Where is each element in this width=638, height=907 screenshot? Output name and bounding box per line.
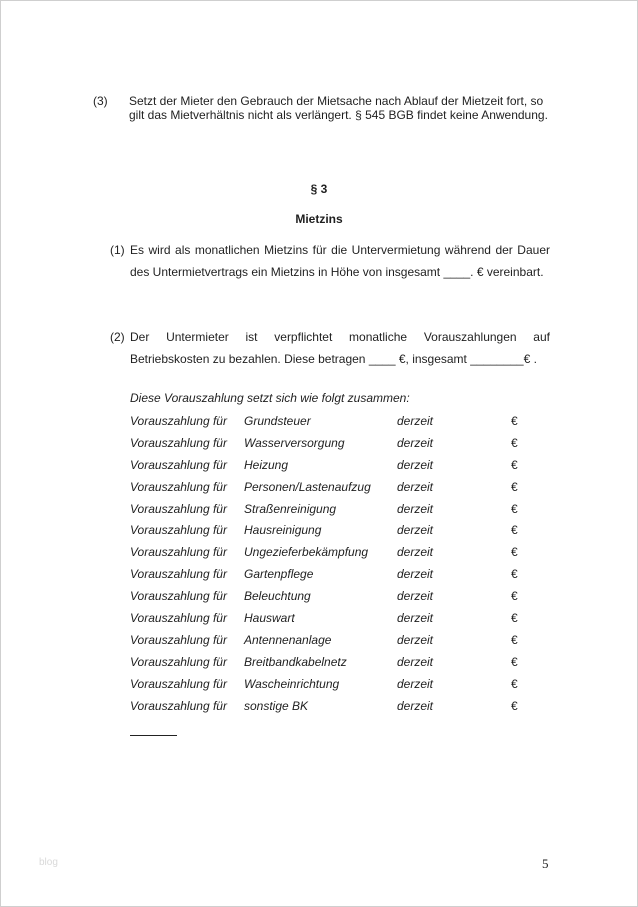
prepayment-row bbox=[130, 502, 550, 524]
prepayment-row bbox=[130, 677, 550, 699]
prepayment-row bbox=[130, 414, 550, 436]
prepayment-row bbox=[130, 523, 550, 545]
paragraph-text: Setzt der Mieter den Gebrauch der Mietsache nach Ablauf der Mietzeit fort, so gilt das Mietverhältnis nicht als verlängert. § 545 BGB findet keine Anwendung. bbox=[129, 94, 548, 122]
status-text: derzeit bbox=[397, 523, 434, 538]
currency-symbol: € bbox=[511, 698, 518, 713]
prepayment-label: Vorauszahlung für bbox=[130, 523, 227, 538]
status-text: derzeit bbox=[397, 611, 434, 626]
prepayment-row bbox=[130, 611, 550, 633]
cost-item: Wascheinrichtung bbox=[244, 676, 340, 691]
prepayment-label: Vorauszahlung für bbox=[130, 611, 227, 626]
prepayment-row bbox=[130, 633, 550, 655]
status-text: derzeit bbox=[397, 501, 434, 516]
prepayment-label: Vorauszahlung für bbox=[130, 698, 227, 713]
cost-item: Heizung bbox=[244, 457, 289, 472]
prepayment-intro: Diese Vorauszahlung setzt sich wie folgt zusammen: bbox=[130, 391, 410, 405]
prepayment-list bbox=[130, 414, 550, 720]
cost-item: Grundsteuer bbox=[244, 414, 311, 428]
prepayment-label: Vorauszahlung für bbox=[130, 501, 227, 516]
cost-item: Gartenpflege bbox=[244, 567, 314, 582]
currency-symbol: € bbox=[511, 414, 518, 428]
currency-symbol: € bbox=[511, 435, 518, 450]
watermark-text: blog bbox=[39, 857, 58, 868]
currency-symbol: € bbox=[511, 523, 518, 538]
clause-text: Der Untermieter ist verpflichtet monatliche Vorauszahlungen auf Betriebskosten zu bezahlen. Diese betragen ____ €, insgesamt ________€ . bbox=[130, 330, 550, 366]
signature-blank-line bbox=[130, 735, 177, 736]
prepayment-row bbox=[130, 699, 550, 721]
status-text: derzeit bbox=[397, 654, 434, 669]
currency-symbol: € bbox=[511, 567, 518, 582]
cost-item: Wasserversorgung bbox=[244, 435, 345, 450]
status-text: derzeit bbox=[397, 698, 434, 713]
status-text: derzeit bbox=[397, 479, 434, 494]
cost-item: Straßenreinigung bbox=[244, 501, 337, 516]
cost-item: Personen/Lastenaufzug bbox=[244, 479, 371, 494]
prepayment-row bbox=[130, 480, 550, 502]
cost-item: Breitbandkabelnetz bbox=[244, 654, 347, 669]
status-text: derzeit bbox=[397, 632, 434, 647]
currency-symbol: € bbox=[511, 589, 518, 604]
prepayment-row bbox=[130, 545, 550, 567]
prepayment-label: Vorauszahlung für bbox=[130, 589, 227, 604]
status-text: derzeit bbox=[397, 676, 434, 691]
status-text: derzeit bbox=[397, 589, 434, 604]
page-number: 5 bbox=[542, 856, 549, 871]
cost-item: Beleuchtung bbox=[244, 589, 311, 604]
prepayment-label: Vorauszahlung für bbox=[130, 567, 227, 582]
cost-item: Antennenanlage bbox=[244, 632, 332, 647]
prepayment-row bbox=[130, 436, 550, 458]
cost-item: Hausreinigung bbox=[244, 523, 322, 538]
currency-symbol: € bbox=[511, 611, 518, 626]
currency-symbol: € bbox=[511, 479, 518, 494]
prepayment-label: Vorauszahlung für bbox=[130, 654, 227, 669]
clause-number: (2) bbox=[110, 330, 125, 344]
prepayment-row bbox=[130, 458, 550, 480]
prepayment-row bbox=[130, 655, 550, 677]
status-text: derzeit bbox=[397, 435, 434, 450]
status-text: derzeit bbox=[397, 545, 434, 560]
cost-item: Hauswart bbox=[244, 611, 295, 626]
status-text: derzeit bbox=[397, 414, 434, 428]
currency-symbol: € bbox=[511, 676, 518, 691]
paragraph-number: (3) bbox=[93, 94, 108, 108]
cost-item: Ungezieferbekämpfung bbox=[244, 545, 369, 560]
prepayment-label: Vorauszahlung für bbox=[130, 676, 227, 691]
prepayment-label: Vorauszahlung für bbox=[130, 632, 227, 647]
prepayment-row bbox=[130, 589, 550, 611]
currency-symbol: € bbox=[511, 457, 518, 472]
currency-symbol: € bbox=[511, 654, 518, 669]
currency-symbol: € bbox=[511, 632, 518, 647]
clause-number: (1) bbox=[110, 243, 125, 257]
cost-item: sonstige BK bbox=[244, 698, 309, 713]
status-text: derzeit bbox=[397, 457, 434, 472]
section-title: Mietzins bbox=[295, 212, 343, 226]
clause-text: Es wird als monatlichen Mietzins für die Untervermietung während der Dauer des Untermietvertrags ein Mietzins in Höhe von insgesamt ____. € vereinbart. bbox=[130, 243, 550, 279]
section-number: § 3 bbox=[310, 182, 328, 196]
prepayment-label: Vorauszahlung für bbox=[130, 479, 227, 494]
prepayment-label: Vorauszahlung für bbox=[130, 414, 227, 428]
status-text: derzeit bbox=[397, 567, 434, 582]
prepayment-row bbox=[130, 567, 550, 589]
prepayment-label: Vorauszahlung für bbox=[130, 435, 227, 450]
prepayment-label: Vorauszahlung für bbox=[130, 545, 227, 560]
prepayment-label: Vorauszahlung für bbox=[130, 457, 227, 472]
currency-symbol: € bbox=[511, 545, 518, 560]
currency-symbol: € bbox=[511, 501, 518, 516]
